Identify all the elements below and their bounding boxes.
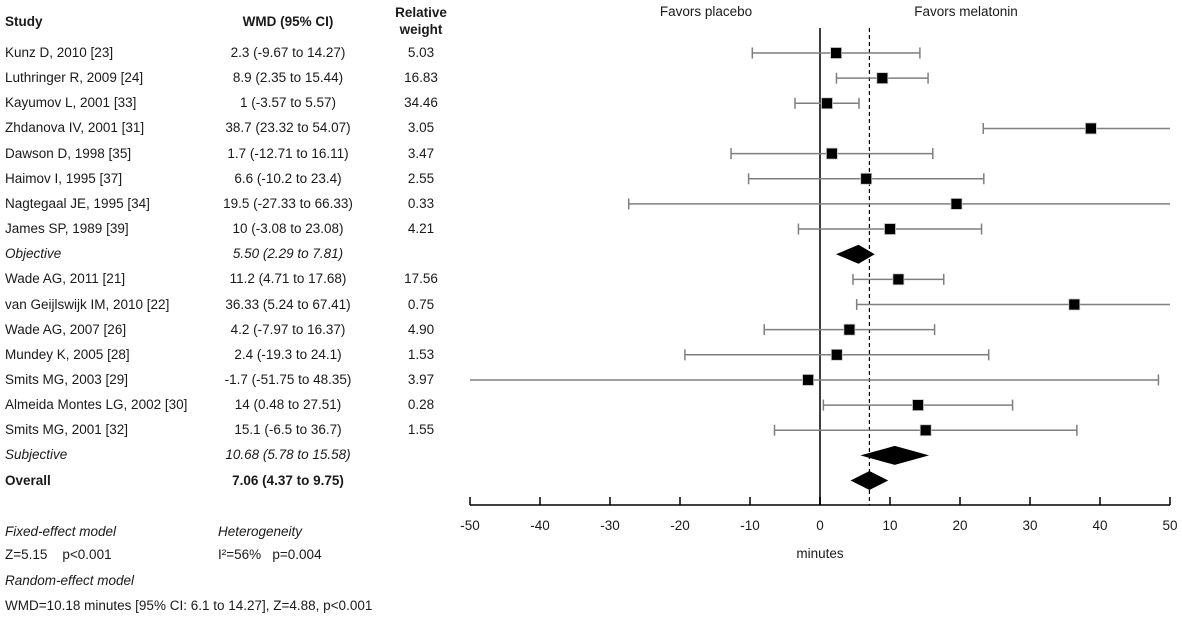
effect-marker	[826, 148, 837, 159]
heterogeneity-stats: I²=56% p=0.004	[218, 547, 322, 562]
x-axis-tick-label: -40	[530, 518, 550, 533]
wmd-ci-value: 4.2 (-7.97 to 16.37)	[230, 321, 346, 337]
wmd-ci-value: 6.6 (-10.2 to 23.4)	[234, 170, 342, 186]
relative-weight-value: 5.03	[407, 45, 435, 60]
study-label: Wade AG, 2011 [21]	[5, 271, 126, 287]
wmd-ci-value: 15.1 (-6.5 to 36.7)	[234, 422, 342, 438]
effect-marker	[1085, 123, 1096, 134]
study-label: Mundey K, 2005 [28]	[5, 346, 130, 362]
x-axis-tick-label: -30	[600, 518, 620, 533]
relative-weight-value: 4.90	[407, 321, 435, 337]
x-axis-tick-label: 30	[1022, 518, 1038, 533]
study-label: James SP, 1989 [39]	[5, 221, 129, 236]
favors-placebo-label: Favors placebo	[659, 4, 753, 19]
study-label: van Geijlswijk IM, 2010 [22]	[5, 296, 170, 312]
random-effect-model-label: Random-effect model	[5, 573, 135, 588]
effect-marker	[803, 374, 814, 385]
effect-marker	[1069, 299, 1080, 310]
effect-marker	[831, 48, 842, 59]
study-label: Luthringer R, 2009 [24]	[5, 70, 144, 86]
relative-weight-value: 2.55	[407, 170, 435, 186]
study-label: Nagtegaal JE, 1995 [34]	[5, 195, 150, 211]
study-label: Haimov I, 1995 [37]	[5, 170, 123, 186]
pooled-diamond	[851, 471, 889, 490]
wmd-ci-value: -1.7 (-51.75 to 48.35)	[224, 371, 352, 387]
x-axis-tick-label: -50	[460, 518, 480, 533]
effect-marker	[913, 400, 924, 411]
effect-marker	[893, 274, 904, 285]
effect-marker	[861, 173, 872, 184]
wmd-ci-value: 1.7 (-12.71 to 16.11)	[227, 145, 349, 161]
relative-weight-value: 16.83	[404, 70, 438, 86]
study-label: Subjective	[5, 447, 68, 463]
x-axis-tick-label: 40	[1092, 518, 1108, 533]
column-header-relative-weight-line2: weight	[399, 22, 443, 37]
relative-weight-value: 3.47	[407, 145, 435, 161]
study-label: Zhdanova IV, 2001 [31]	[5, 120, 145, 136]
relative-weight-value: 1.53	[407, 346, 435, 362]
wmd-ci-value: 38.7 (23.32 to 54.07)	[225, 120, 351, 136]
wmd-ci-value: 8.9 (2.35 to 15.44)	[232, 70, 344, 86]
column-header-study: Study	[5, 14, 43, 29]
relative-weight-value: 0.33	[407, 195, 435, 211]
study-label: Almeida Montes LG, 2002 [30]	[5, 397, 188, 413]
effect-marker	[844, 324, 855, 335]
effect-marker	[877, 73, 888, 84]
x-axis-tick-label: -20	[670, 518, 690, 533]
wmd-ci-value: 5.50 (2.29 to 7.81)	[232, 246, 344, 262]
wmd-ci-value: 2.4 (-19.3 to 24.1)	[234, 346, 342, 362]
study-label: Wade AG, 2007 [26]	[5, 321, 127, 337]
relative-weight-value: 34.46	[404, 95, 438, 111]
study-label: Smits MG, 2001 [32]	[5, 422, 129, 438]
relative-weight-value: 3.05	[407, 120, 435, 136]
fixed-effect-model-stats: Z=5.15 p<0.001	[5, 547, 112, 562]
relative-weight-value: 4.21	[407, 221, 435, 236]
fixed-effect-model-label: Fixed-effect model	[5, 524, 117, 539]
study-label: Objective	[5, 246, 62, 262]
wmd-ci-value: 19.5 (-27.33 to 66.33)	[223, 195, 353, 211]
relative-weight-value: 3.97	[407, 371, 435, 387]
wmd-ci-value: 1 (-3.57 to 5.57)	[239, 95, 337, 111]
x-axis-title: minutes	[796, 546, 844, 561]
wmd-ci-value: 36.33 (5.24 to 67.41)	[225, 296, 351, 312]
effect-marker	[885, 224, 896, 235]
x-axis-tick-label: 0	[816, 518, 824, 533]
favors-melatonin-label: Favors melatonin	[914, 4, 1018, 19]
wmd-ci-value: 7.06 (4.37 to 9.75)	[232, 472, 344, 488]
relative-weight-value: 0.28	[407, 397, 435, 413]
pooled-diamond	[860, 446, 929, 465]
x-axis-tick-label: -10	[740, 518, 760, 533]
effect-marker	[822, 98, 833, 109]
study-label: Dawson D, 1998 [35]	[5, 145, 132, 161]
wmd-ci-value: 2.3 (-9.67 to 14.27)	[230, 45, 346, 60]
effect-marker	[831, 349, 842, 360]
column-header-relative-weight-line1: Relative	[395, 5, 447, 20]
relative-weight-value: 0.75	[407, 296, 435, 312]
x-axis-tick-label: 50	[1162, 518, 1178, 533]
effect-marker	[951, 198, 962, 209]
wmd-ci-value: 14 (0.48 to 27.51)	[234, 397, 342, 413]
wmd-ci-value: 11.2 (4.71 to 17.68)	[229, 271, 347, 287]
heterogeneity-label: Heterogeneity	[218, 524, 303, 539]
relative-weight-value: 17.56	[404, 271, 438, 287]
relative-weight-value: 1.55	[407, 422, 435, 438]
study-label: Smits MG, 2003 [29]	[5, 371, 129, 387]
wmd-ci-value: 10 (-3.08 to 23.08)	[232, 221, 344, 236]
study-label: Overall	[5, 472, 51, 488]
x-axis-tick-label: 10	[882, 518, 898, 533]
study-label: Kayumov L, 2001 [33]	[5, 95, 137, 111]
column-header-wmd: WMD (95% CI)	[242, 14, 334, 29]
wmd-ci-value: 10.68 (5.78 to 15.58)	[225, 447, 351, 463]
effect-marker	[920, 425, 931, 436]
x-axis-tick-label: 20	[952, 518, 968, 533]
study-label: Kunz D, 2010 [23]	[5, 45, 114, 60]
random-effect-model-stats: WMD=10.18 minutes [95% CI: 6.1 to 14.27], Z=4.88, p<0.001	[5, 598, 373, 613]
